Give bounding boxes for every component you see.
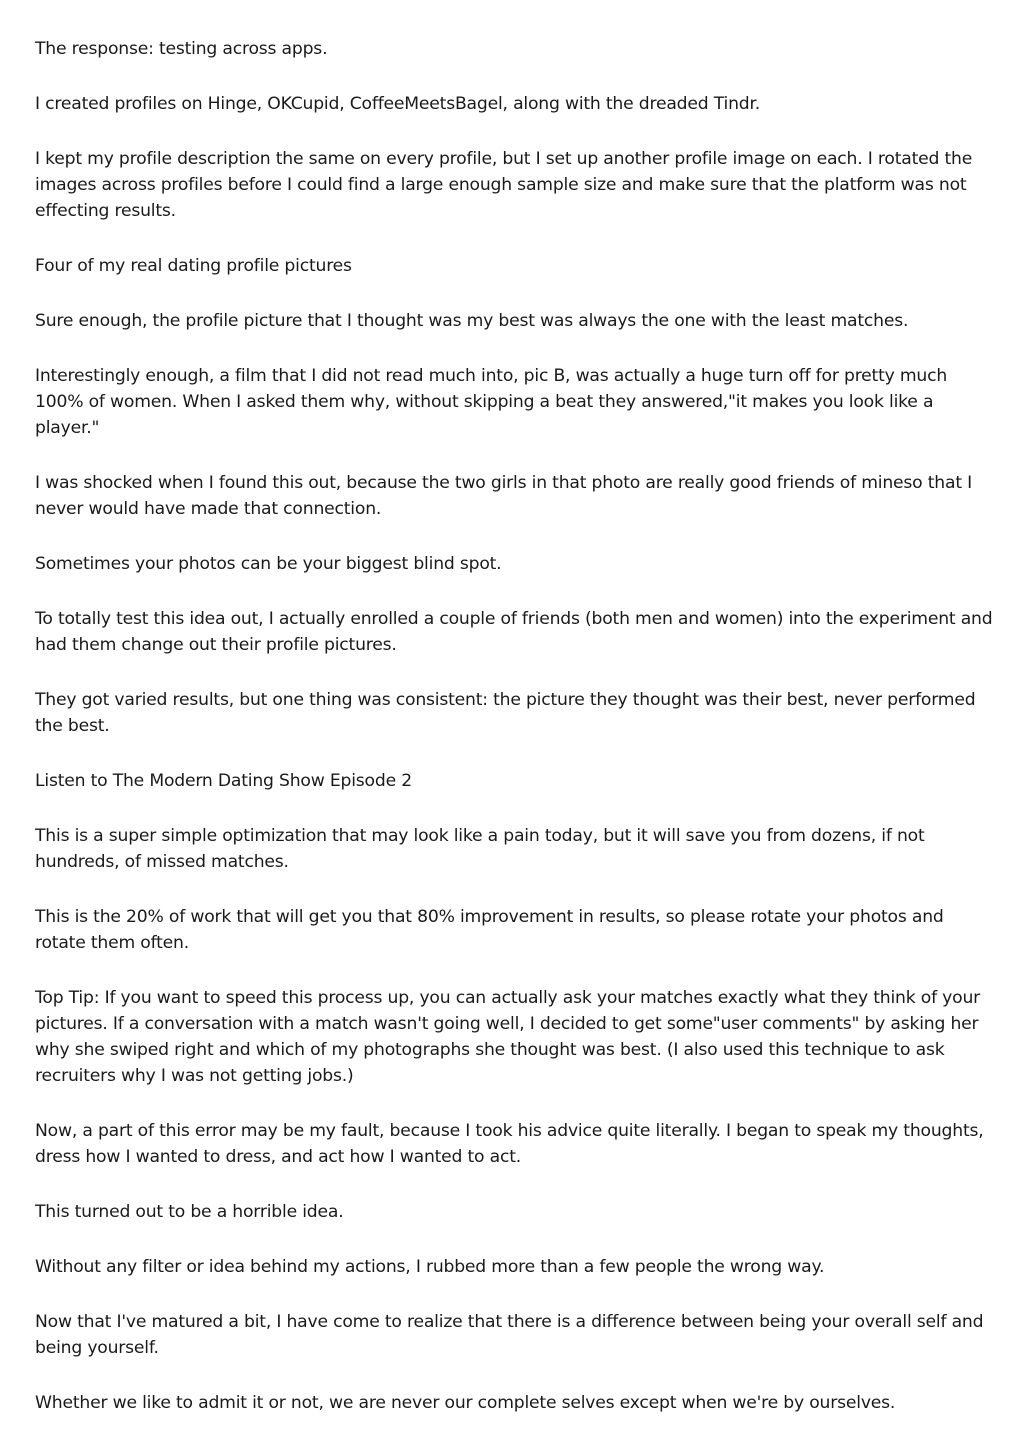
- paragraph: Sure enough, the profile picture that I thought was my best was always the one with the least matches.: [35, 311, 909, 331]
- paragraph: The response: testing across apps.: [35, 39, 328, 59]
- paragraph: Now, a part of this error may be my fault, because I took his advice quite literally. I began to speak my thoughts, dress how I wanted to dress, and act how I wanted to act.: [35, 1121, 984, 1167]
- paragraph: This is the 20% of work that will get you that 80% improvement in results, so please rotate your photos and rotate them often.: [35, 907, 944, 953]
- paragraph: Now that I've matured a bit, I have come to realize that there is a difference between being your overall self and being yourself.: [35, 1312, 984, 1358]
- paragraph: This turned out to be a horrible idea.: [35, 1202, 344, 1222]
- paragraph: They got varied results, but one thing was consistent: the picture they thought was their best, never performed the best.: [35, 690, 976, 736]
- paragraph: Interestingly enough, a film that I did not read much into, pic B, was actually a huge turn off for pretty much 100% of women. When I asked them why, without skipping a beat they answered,"it makes you look like a player.": [35, 366, 948, 438]
- episode-link-text: Listen to The Modern Dating Show Episode 2: [35, 771, 412, 791]
- paragraph: Whether we like to admit it or not, we are never our complete selves except when we're by ourselves.: [35, 1393, 896, 1413]
- image-caption: Four of my real dating profile pictures: [35, 256, 352, 276]
- article-body: [35, 36, 995, 1445]
- paragraph: This is a super simple optimization that may look like a pain today, but it will save you from dozens, if not hundreds, of missed matches.: [35, 826, 925, 872]
- paragraph: To totally test this idea out, I actually enrolled a couple of friends (both men and women) into the experiment and had them change out their profile pictures.: [35, 609, 993, 655]
- paragraph: I created profiles on Hinge, OKCupid, CoffeeMeetsBagel, along with the dreaded Tindr.: [35, 94, 761, 114]
- paragraph: I was shocked when I found this out, because the two girls in that photo are really good friends of mineso that I never would have made that connection.: [35, 473, 972, 519]
- paragraph: Without any filter or idea behind my actions, I rubbed more than a few people the wrong way.: [35, 1257, 825, 1277]
- top-tip-paragraph: Top Tip: If you want to speed this process up, you can actually ask your matches exactly what they think of your pictures. If a conversation with a match wasn't going well, I decided to get some"user comments" by asking her why she swiped right and which of my photographs she thought was best. (I also used this technique to ask recruiters why I was not getting jobs.): [35, 988, 981, 1086]
- paragraph: I kept my profile description the same on every profile, but I set up another profile image on each. I rotated the images across profiles before I could find a large enough sample size and make sure that the platform was not effecting results.: [35, 149, 973, 221]
- paragraph: Sometimes your photos can be your biggest blind spot.: [35, 554, 502, 574]
